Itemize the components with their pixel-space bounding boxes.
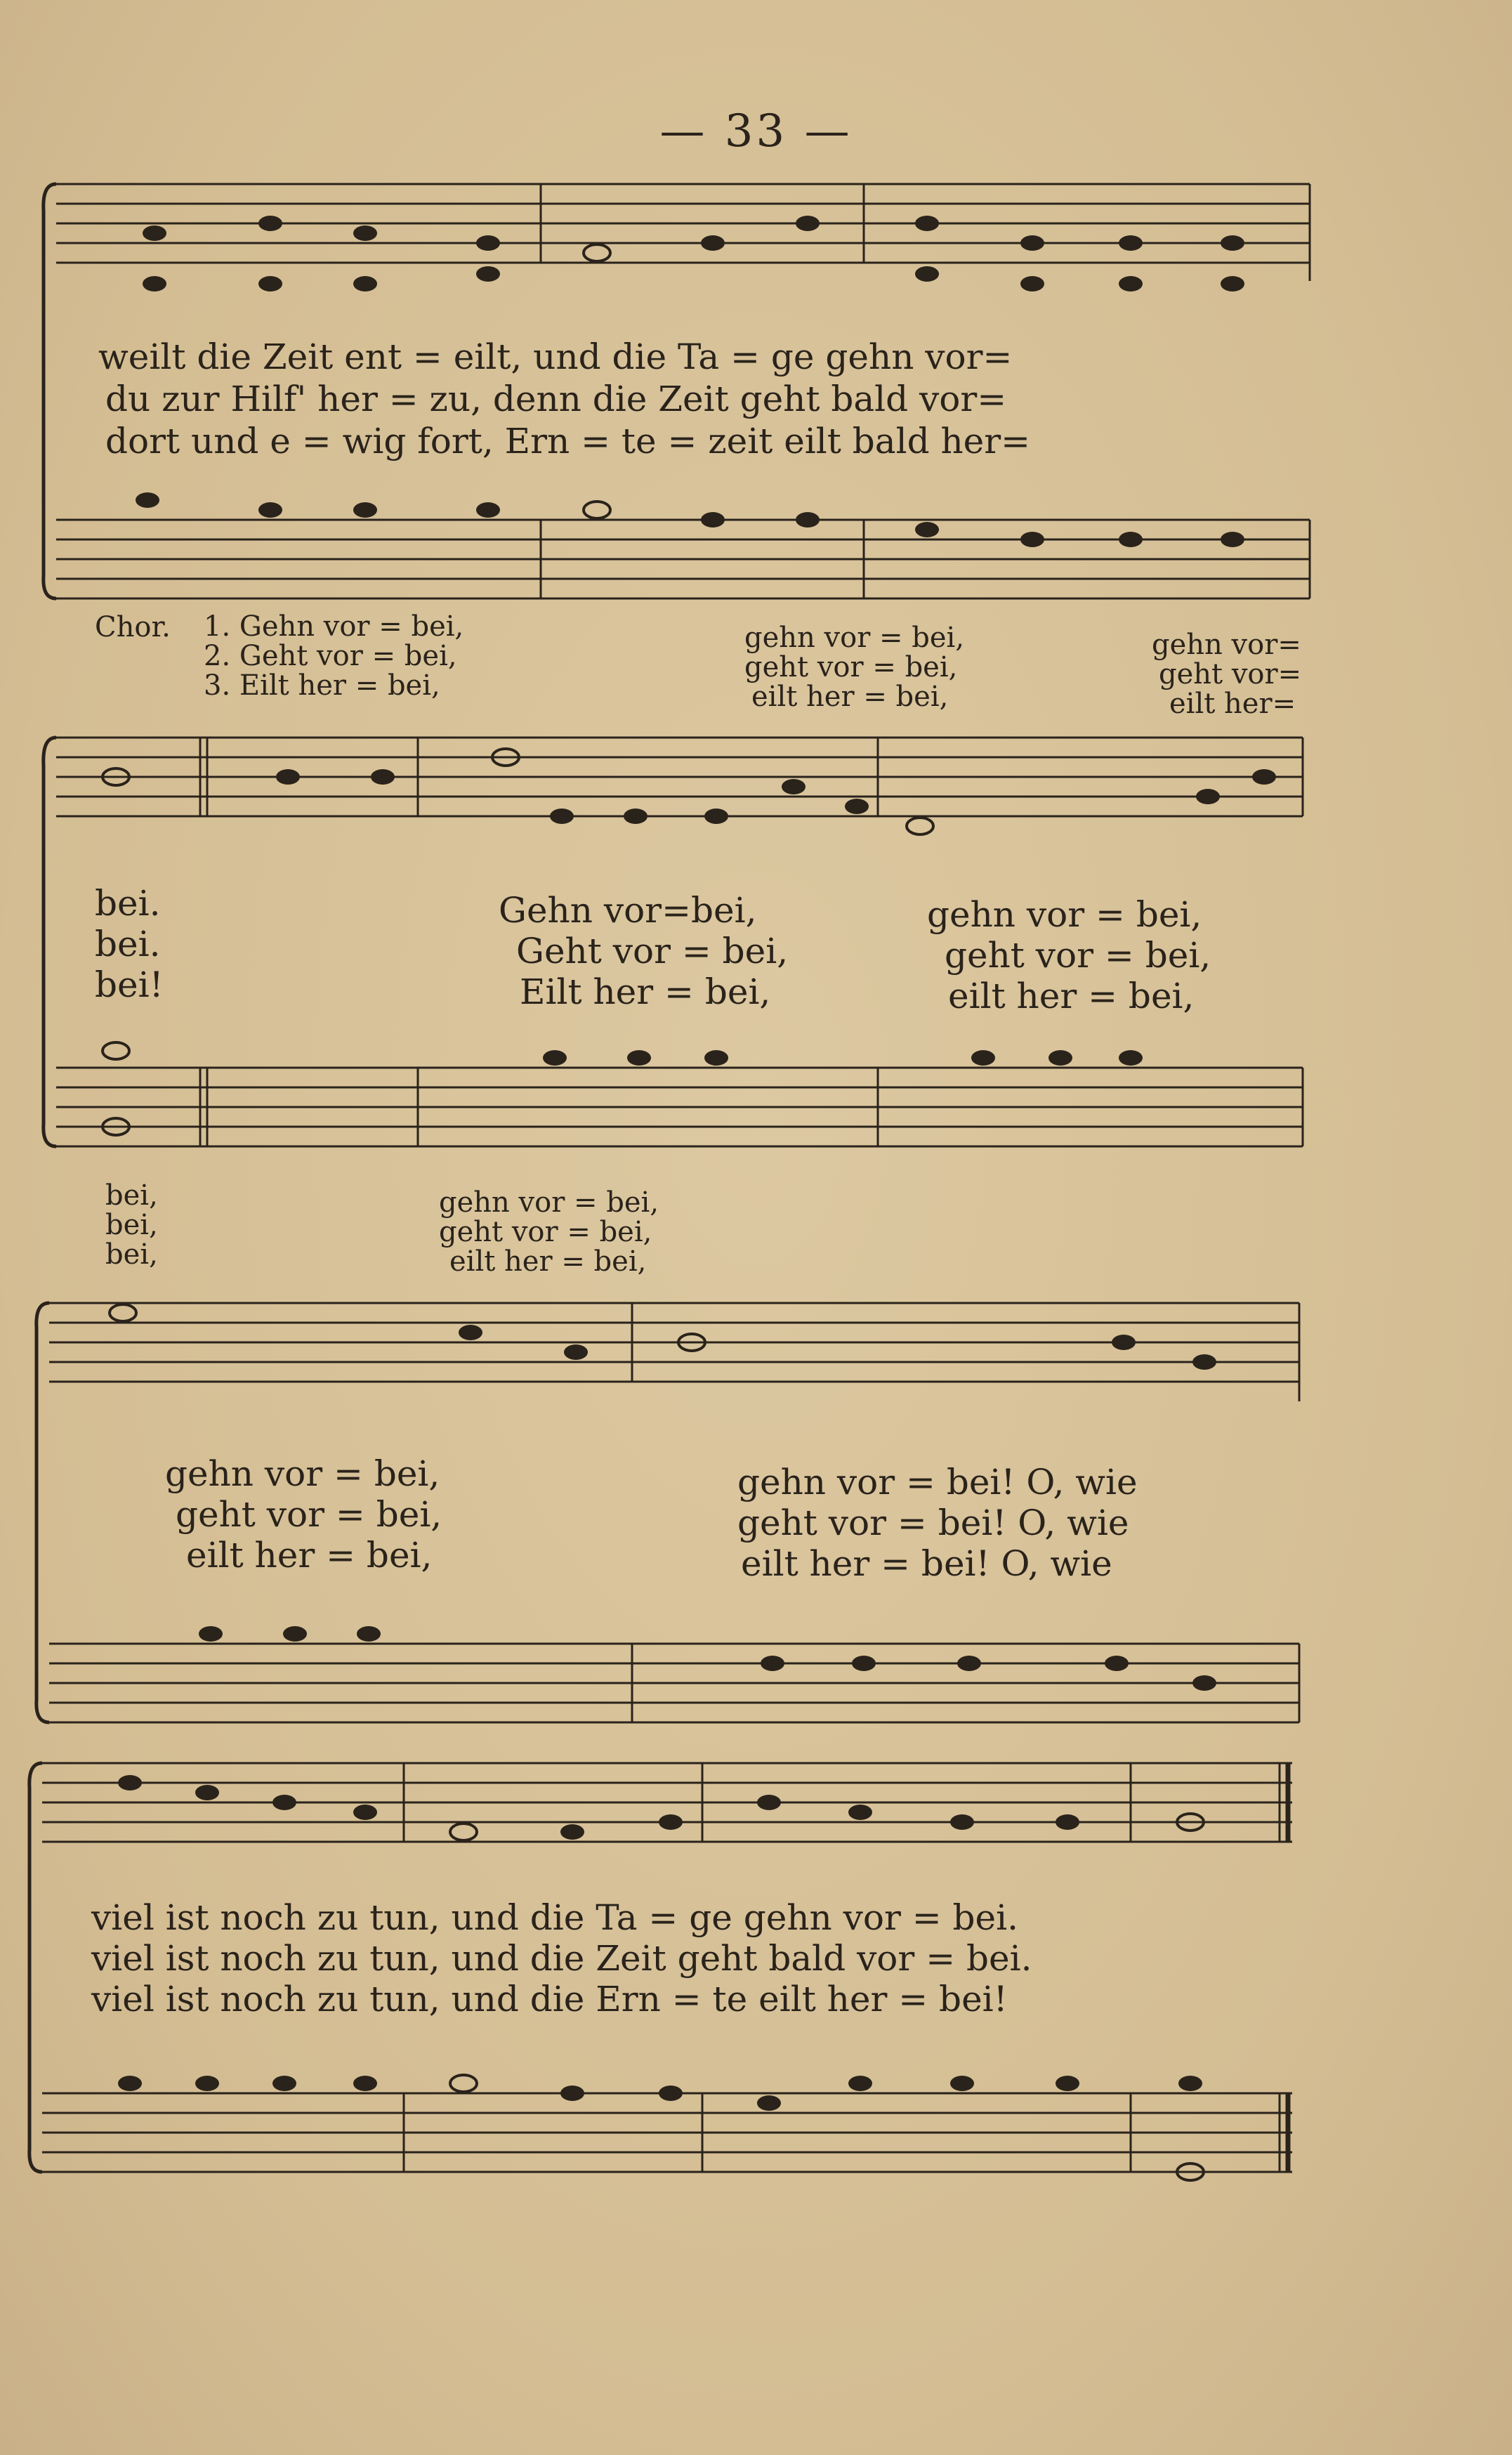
chorus-line: gehn vor = bei, <box>744 622 965 654</box>
lyric-line: viel ist noch zu tun, und die Ern = te eilt her = bei! <box>91 1979 1008 2019</box>
lyric-line: Eilt her = bei, <box>520 971 771 1012</box>
lyric-line: eilt her = bei, <box>948 976 1195 1016</box>
lyric-line: geht vor = bei, <box>945 935 1211 976</box>
lyric-line: weilt die Zeit ent = eilt, und die Ta = ge gehn vor= <box>98 336 1013 377</box>
chorus-line: 2. Geht vor = bei, <box>204 640 457 672</box>
chorus-label: Chor. <box>95 611 171 643</box>
lyric-line: gehn vor = bei, <box>927 894 1202 935</box>
lyric-line: geht vor = bei! O, wie <box>737 1503 1129 1543</box>
lyric-line: bei, <box>105 1179 158 1212</box>
staff-system2-bass <box>56 1068 1303 1146</box>
lyric-line: bei. <box>95 924 161 964</box>
lyric-line: gehn vor = bei, <box>439 1186 659 1219</box>
lyric-line: bei, <box>105 1238 158 1271</box>
chorus-line: 1. Gehn vor = bei, <box>204 610 464 643</box>
lyric-line: bei! <box>95 964 164 1005</box>
lyric-line: Gehn vor=bei, <box>499 890 757 931</box>
lyric-line: Geht vor = bei, <box>516 931 789 971</box>
staff-system3-bass <box>49 1644 1299 1722</box>
lyric-line: eilt her = bei, <box>186 1535 433 1576</box>
staff-system1-treble <box>56 184 1310 281</box>
chorus-line: geht vor= <box>1159 658 1302 690</box>
lyric-line: du zur Hilf' her = zu, denn die Zeit geht bald vor= <box>105 379 1007 419</box>
lyric-line: geht vor = bei, <box>439 1216 652 1248</box>
staff-system4-treble <box>42 1763 1292 1842</box>
lyric-line: gehn vor = bei, <box>165 1453 440 1494</box>
lyric-line: bei, <box>105 1209 158 1241</box>
chorus-line: gehn vor= <box>1152 629 1301 661</box>
lyric-line: viel ist noch zu tun, und die Zeit geht bald vor = bei. <box>91 1938 1032 1979</box>
lyric-line: eilt her = bei, <box>449 1245 647 1278</box>
staff-system1-bass <box>56 520 1310 598</box>
page-number: — 33 — <box>659 105 853 157</box>
staff-system3-treble <box>49 1303 1299 1401</box>
staff-system4-bass <box>42 2093 1292 2172</box>
noteheads <box>103 216 1276 2180</box>
chorus-line: geht vor = bei, <box>744 651 958 683</box>
lyric-line: gehn vor = bei! O, wie <box>737 1462 1138 1503</box>
staff-system2-treble <box>56 738 1303 816</box>
lyric-line: dort und e = wig fort, Ern = te = zeit eilt bald her= <box>105 421 1031 461</box>
lyric-line: eilt her = bei! O, wie <box>741 1543 1112 1584</box>
lyric-line: geht vor = bei, <box>176 1494 442 1535</box>
chorus-line: eilt her= <box>1169 688 1296 720</box>
lyric-line: viel ist noch zu tun, und die Ta = ge gehn vor = bei. <box>91 1897 1019 1938</box>
lyric-line: bei. <box>95 883 161 924</box>
chorus-line: 3. Eilt her = bei, <box>204 669 440 702</box>
chorus-line: eilt her = bei, <box>751 681 949 713</box>
